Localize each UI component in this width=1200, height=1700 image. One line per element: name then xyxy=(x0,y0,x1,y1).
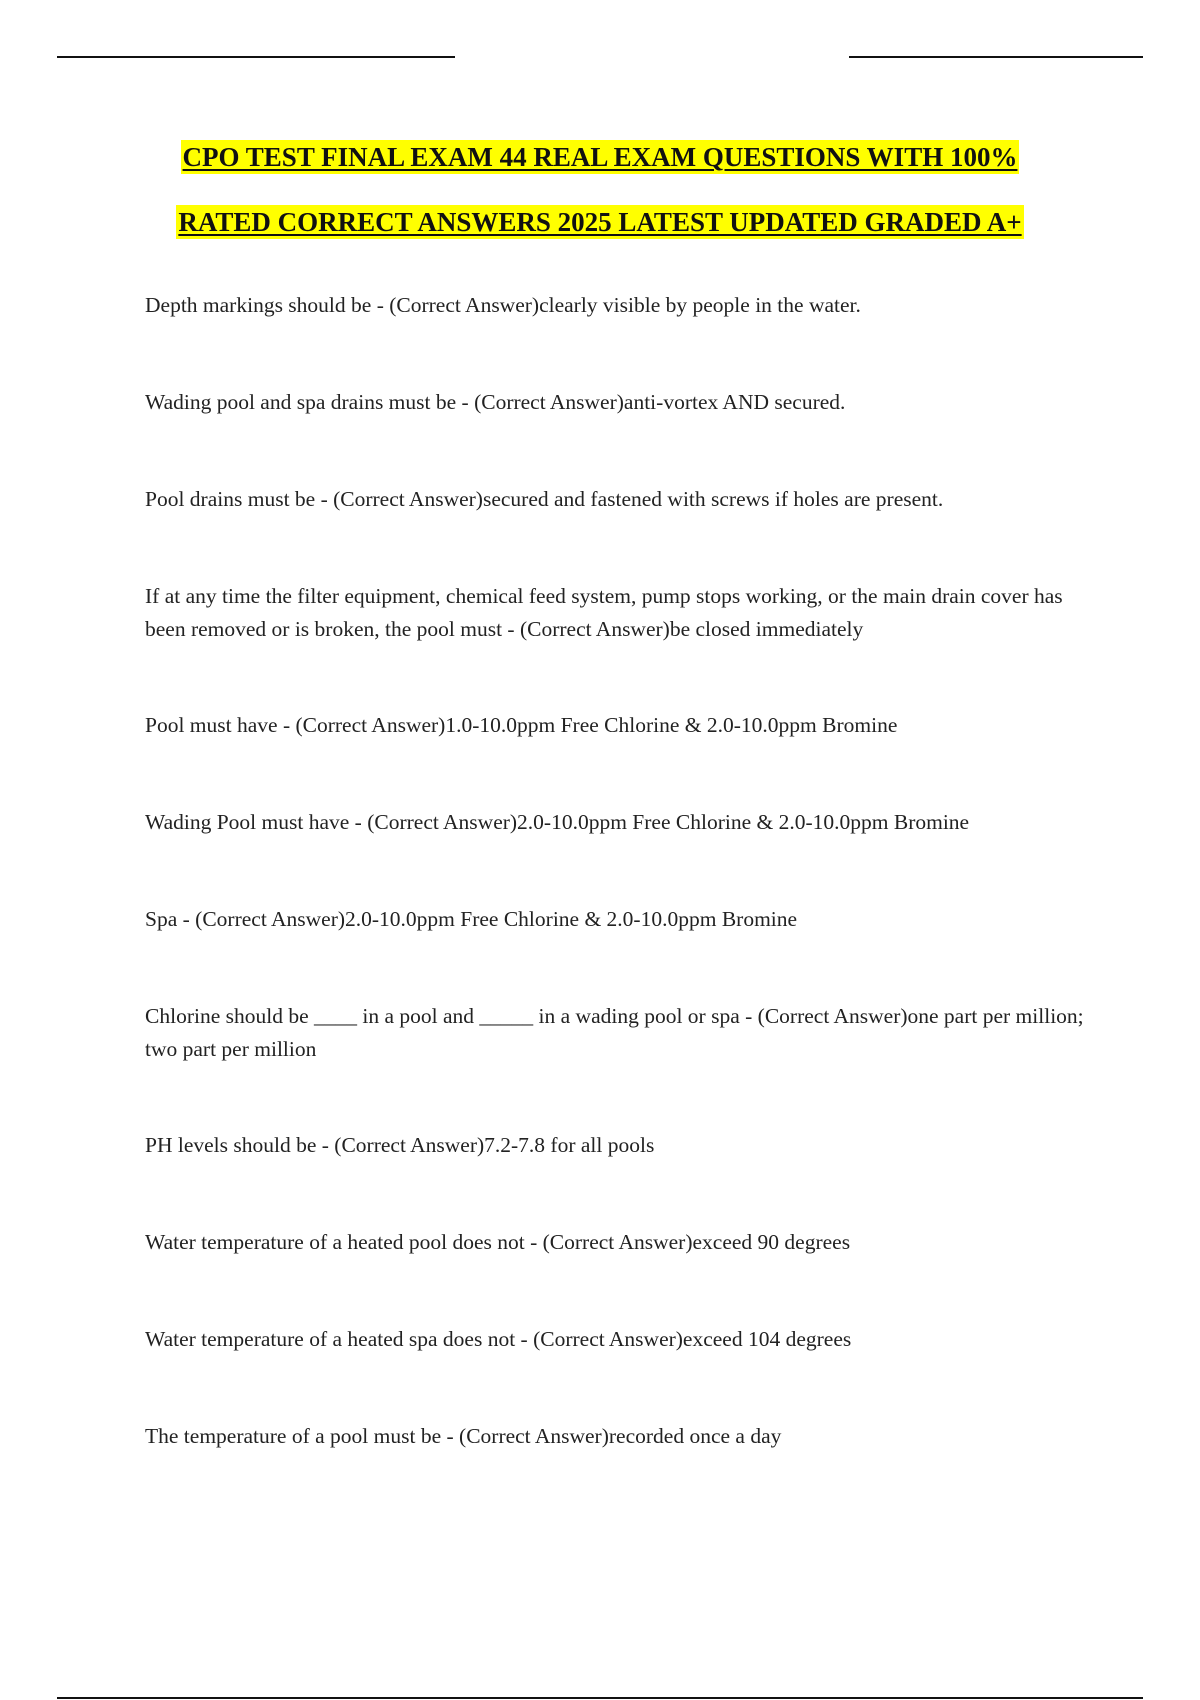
qa-item: Spa - (Correct Answer)2.0-10.0ppm Free Chlorine & 2.0-10.0ppm Bromine xyxy=(145,907,798,931)
qa-item: Water temperature of a heated pool does not - (Correct Answer)exceed 90 degrees xyxy=(145,1230,851,1254)
qa-item: If at any time the filter equipment, chemical feed system, pump stops working, or the main drain cover has been removed or is broken, the pool must - (Correct Answer)be closed immediately xyxy=(145,584,1063,641)
qa-item: Water temperature of a heated spa does not - (Correct Answer)exceed 104 degrees xyxy=(145,1327,852,1351)
qa-item: Wading pool and spa drains must be - (Correct Answer)anti-vortex AND secured. xyxy=(145,390,846,414)
qa-item: Depth markings should be - (Correct Answer)clearly visible by people in the water. xyxy=(145,293,861,317)
qa-item: The temperature of a pool must be - (Correct Answer)recorded once a day xyxy=(145,1424,782,1448)
title-line-2: RATED CORRECT ANSWERS 2025 LATEST UPDATED GRADED A+ xyxy=(178,207,1022,237)
footer-rule xyxy=(57,1697,1143,1699)
qa-item: Chlorine should be ____ in a pool and _____ in a wading pool or spa - (Correct Answer)one part per million; two part per million xyxy=(145,1004,1084,1061)
qa-item: Pool must have - (Correct Answer)1.0-10.0ppm Free Chlorine & 2.0-10.0ppm Bromine xyxy=(145,713,898,737)
title-line-1: CPO TEST FINAL EXAM 44 REAL EXAM QUESTIONS WITH 100% xyxy=(182,142,1018,172)
header-rule-right xyxy=(849,56,1143,58)
header-rule-left xyxy=(57,56,455,58)
qa-item: Pool drains must be - (Correct Answer)secured and fastened with screws if holes are present. xyxy=(145,487,944,511)
qa-item: Wading Pool must have - (Correct Answer)2.0-10.0ppm Free Chlorine & 2.0-10.0ppm Bromine xyxy=(145,810,970,834)
qa-item: PH levels should be - (Correct Answer)7.2-7.8 for all pools xyxy=(145,1133,655,1157)
document-title xyxy=(0,140,1200,239)
